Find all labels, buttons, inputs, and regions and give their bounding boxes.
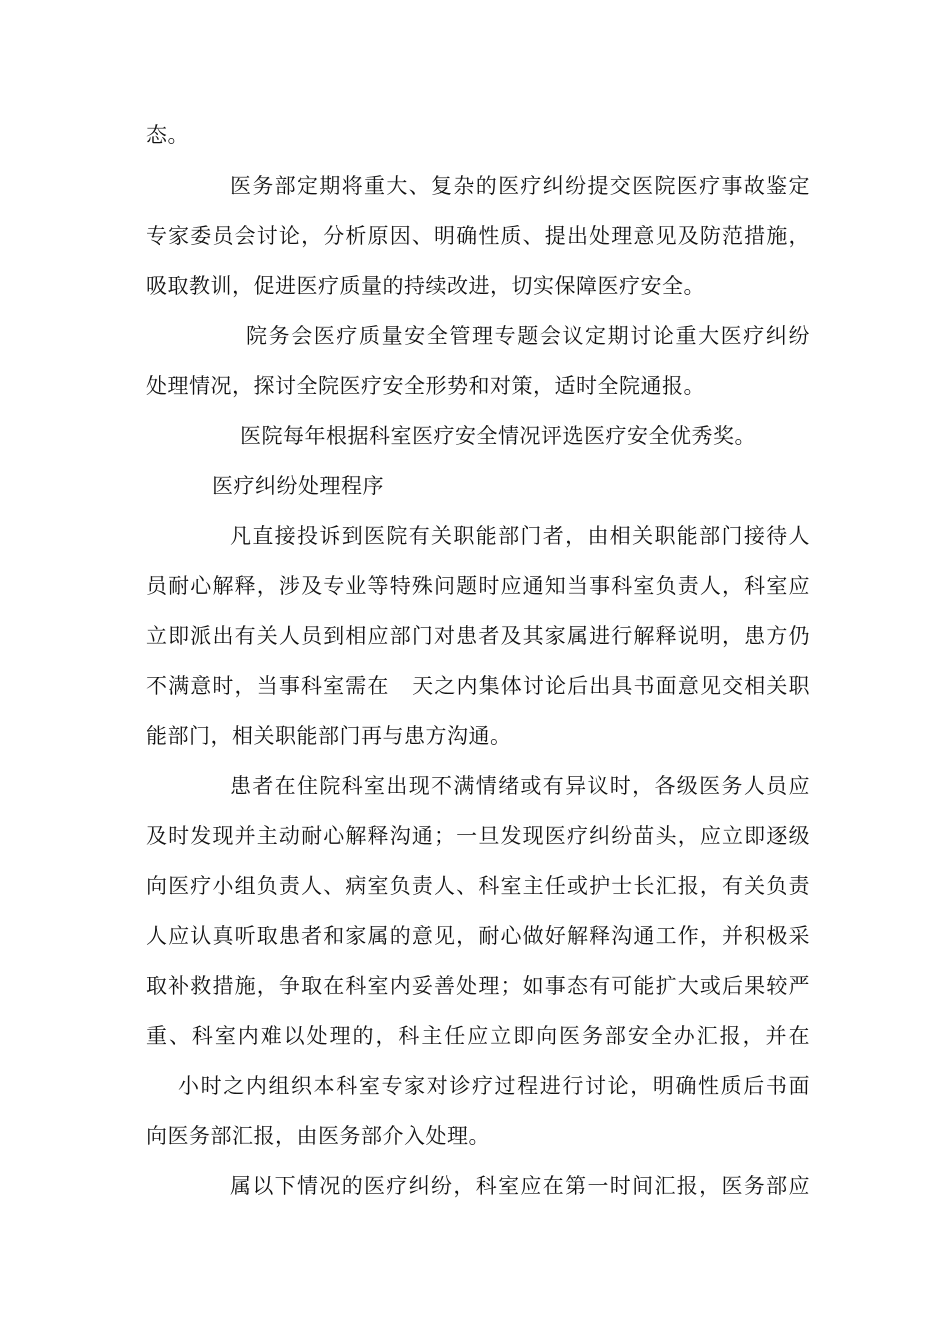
paragraph-5-line-7: 小时之内组织本科室专家对诊疗过程进行讨论，明确性质后书面 — [178, 1074, 810, 1098]
paragraph-3-line-1: 医院每年根据科室医疗安全情况评选医疗安全优秀奖。 — [240, 424, 756, 448]
paragraph-6-line-1: 属以下情况的医疗纠纷，科室应在第一时间汇报，医务部应 — [230, 1174, 810, 1198]
paragraph-2-line-2: 处理情况，探讨全院医疗安全形势和对策，适时全院通报。 — [146, 374, 705, 398]
paragraph-4-line-4 — [146, 672, 810, 700]
paragraph-5-line-4: 人应认真听取患者和家属的意见，耐心做好解释沟通工作，并积极采 — [146, 924, 810, 948]
paragraph-4-line-4-part-2: 天之内集体讨论后出具书面意见交相关职 — [411, 674, 811, 698]
paragraph-4-line-2: 员耐心解释，涉及专业等特殊问题时应通知当事科室负责人，科室应 — [146, 574, 810, 598]
paragraph-5-line-3: 向医疗小组负责人、病室负责人、科室主任或护士长汇报，有关负责 — [146, 874, 810, 898]
paragraph-1-line-2: 专家委员会讨论，分析原因、明确性质、提出处理意见及防范措施， — [146, 224, 810, 248]
paragraph-5-line-6: 重、科室内难以处理的，科主任应立即向医务部安全办汇报，并在 — [146, 1024, 810, 1048]
paragraph-5-line-8: 向医务部汇报，由医务部介入处理。 — [146, 1124, 490, 1148]
paragraph-5-line-5: 取补救措施，争取在科室内妥善处理；如事态有可能扩大或后果较严 — [146, 974, 810, 998]
paragraph-1-line-1: 医务部定期将重大、复杂的医疗纠纷提交医院医疗事故鉴定 — [230, 174, 810, 198]
paragraph-4-line-4-part-1: 不满意时，当事科室需在 — [146, 674, 390, 698]
paragraph-4-line-1: 凡直接投诉到医院有关职能部门者，由相关职能部门接待人 — [230, 524, 810, 548]
paragraph-1-line-3: 吸取教训，促进医疗质量的持续改进，切实保障医疗安全。 — [146, 274, 705, 298]
section-heading: 医疗纠纷处理程序 — [212, 474, 384, 498]
paragraph-5-line-1: 患者在住院科室出现不满情绪或有异议时，各级医务人员应 — [230, 774, 810, 798]
paragraph-4-line-3: 立即派出有关人员到相应部门对患者及其家属进行解释说明，患方仍 — [146, 624, 810, 648]
text-line: 态。 — [146, 123, 189, 147]
paragraph-4-line-5: 能部门，相关职能部门再与患方沟通。 — [146, 724, 512, 748]
paragraph-5-line-2: 及时发现并主动耐心解释沟通；一旦发现医疗纠纷苗头，应立即逐级 — [146, 824, 810, 848]
paragraph-2-line-1: 院务会医疗质量安全管理专题会议定期讨论重大医疗纠纷 — [246, 324, 810, 348]
